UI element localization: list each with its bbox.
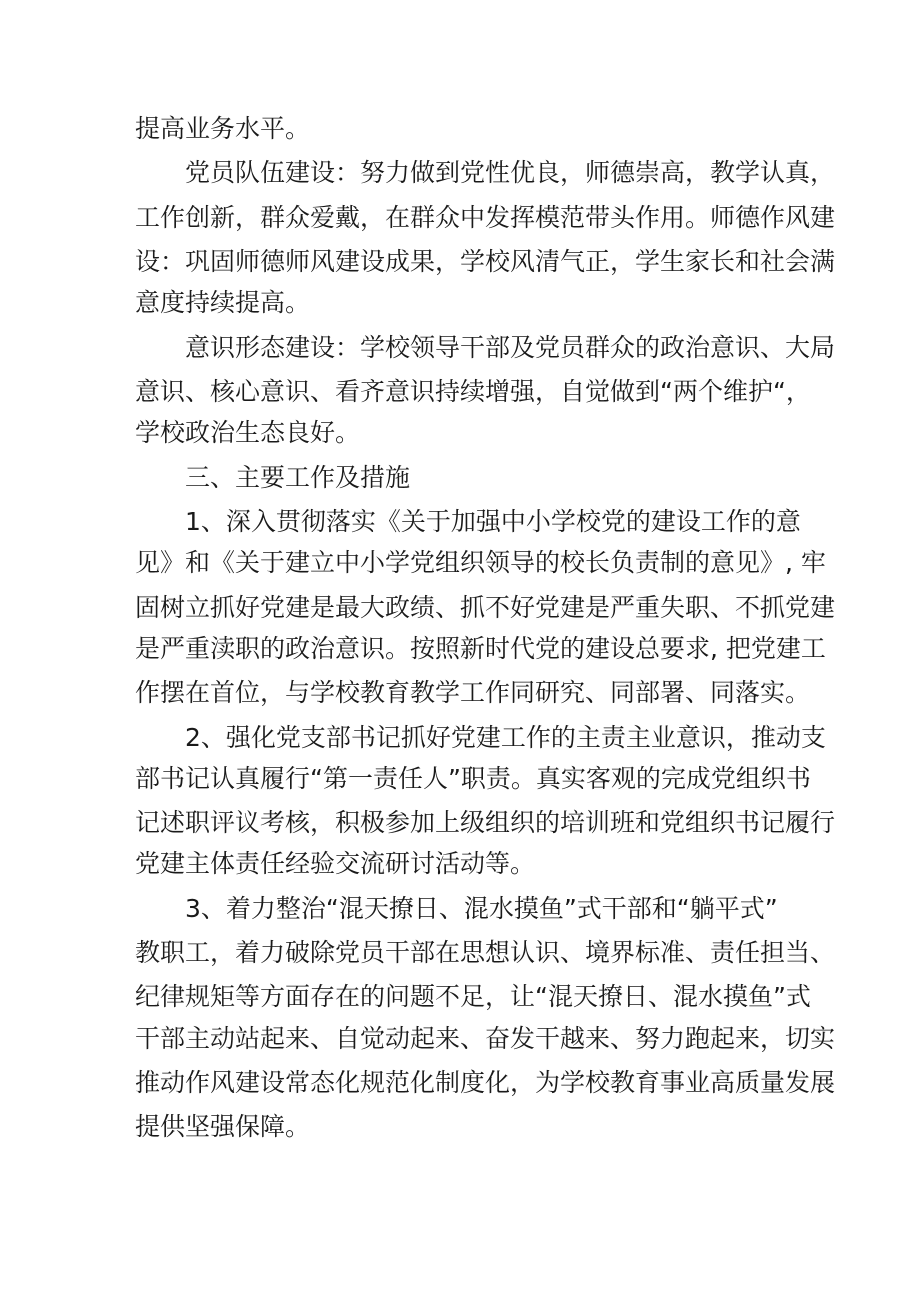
text-line: 固树立抓好党建是最大政绩、抓不好党建是严重失职、不抓党建 bbox=[135, 593, 836, 622]
section-heading: 三、主要工作及措施 bbox=[185, 463, 411, 492]
text-line: 教职工，着力破除党员干部在思想认识、境界标准、责任担当、 bbox=[135, 938, 836, 967]
text-line: 2、强化党支部书记抓好党建工作的主责主业意识，推动支 bbox=[185, 723, 826, 752]
text-line: 学校政治生态良好。 bbox=[135, 418, 361, 447]
text-line: 纪律规矩等方面存在的问题不足，让“混天撩日、混水摸鱼”式 bbox=[135, 982, 811, 1011]
text-line: 部书记认真履行“第一责任人”职责。真实客观的完成党组织书 bbox=[135, 764, 811, 793]
text-line: 意识、核心意识、看齐意识持续增强，自觉做到“两个维护“， bbox=[135, 377, 811, 406]
text-line: 党建主体责任经验交流研讨活动等。 bbox=[135, 849, 536, 878]
text-line: 意度持续提高。 bbox=[135, 288, 311, 317]
text-line: 作摆在首位，与学校教育教学工作同研究、同部署、同落实。 bbox=[135, 678, 811, 707]
text-line: 提高业务水平。 bbox=[135, 114, 311, 143]
text-line: 1、深入贯彻落实《关于加强中小学校党的建设工作的意 bbox=[185, 507, 801, 536]
text-line: 党员队伍建设：努力做到党性优良，师德崇高，教学认真， bbox=[185, 158, 836, 187]
text-line: 设：巩固师德师风建设成果，学校风清气正，学生家长和社会满 bbox=[135, 247, 836, 276]
text-line: 记述职评议考核，积极参加上级组织的培训班和党组织书记履行 bbox=[135, 808, 836, 837]
text-line: 推动作风建设常态化规范化制度化，为学校教育事业高质量发展 bbox=[135, 1068, 836, 1097]
text-line: 提供坚强保障。 bbox=[135, 1112, 311, 1141]
text-line: 见》和《关于建立中小学党组织领导的校长负责制的意见》, 牢 bbox=[135, 548, 826, 577]
text-line: 工作创新，群众爱戴，在群众中发挥模范带头作用。师德作风建 bbox=[135, 203, 836, 232]
text-line: 3、着力整治“混天撩日、混水摸鱼”式干部和“躺平式” bbox=[185, 894, 778, 923]
text-line: 是严重渎职的政治意识。按照新时代党的建设总要求, 把党建工 bbox=[135, 634, 826, 663]
text-line: 意识形态建设：学校领导干部及党员群众的政治意识、大局 bbox=[185, 333, 836, 362]
text-line: 干部主动站起来、自觉动起来、奋发干越来、努力跑起来，切实 bbox=[135, 1024, 836, 1053]
